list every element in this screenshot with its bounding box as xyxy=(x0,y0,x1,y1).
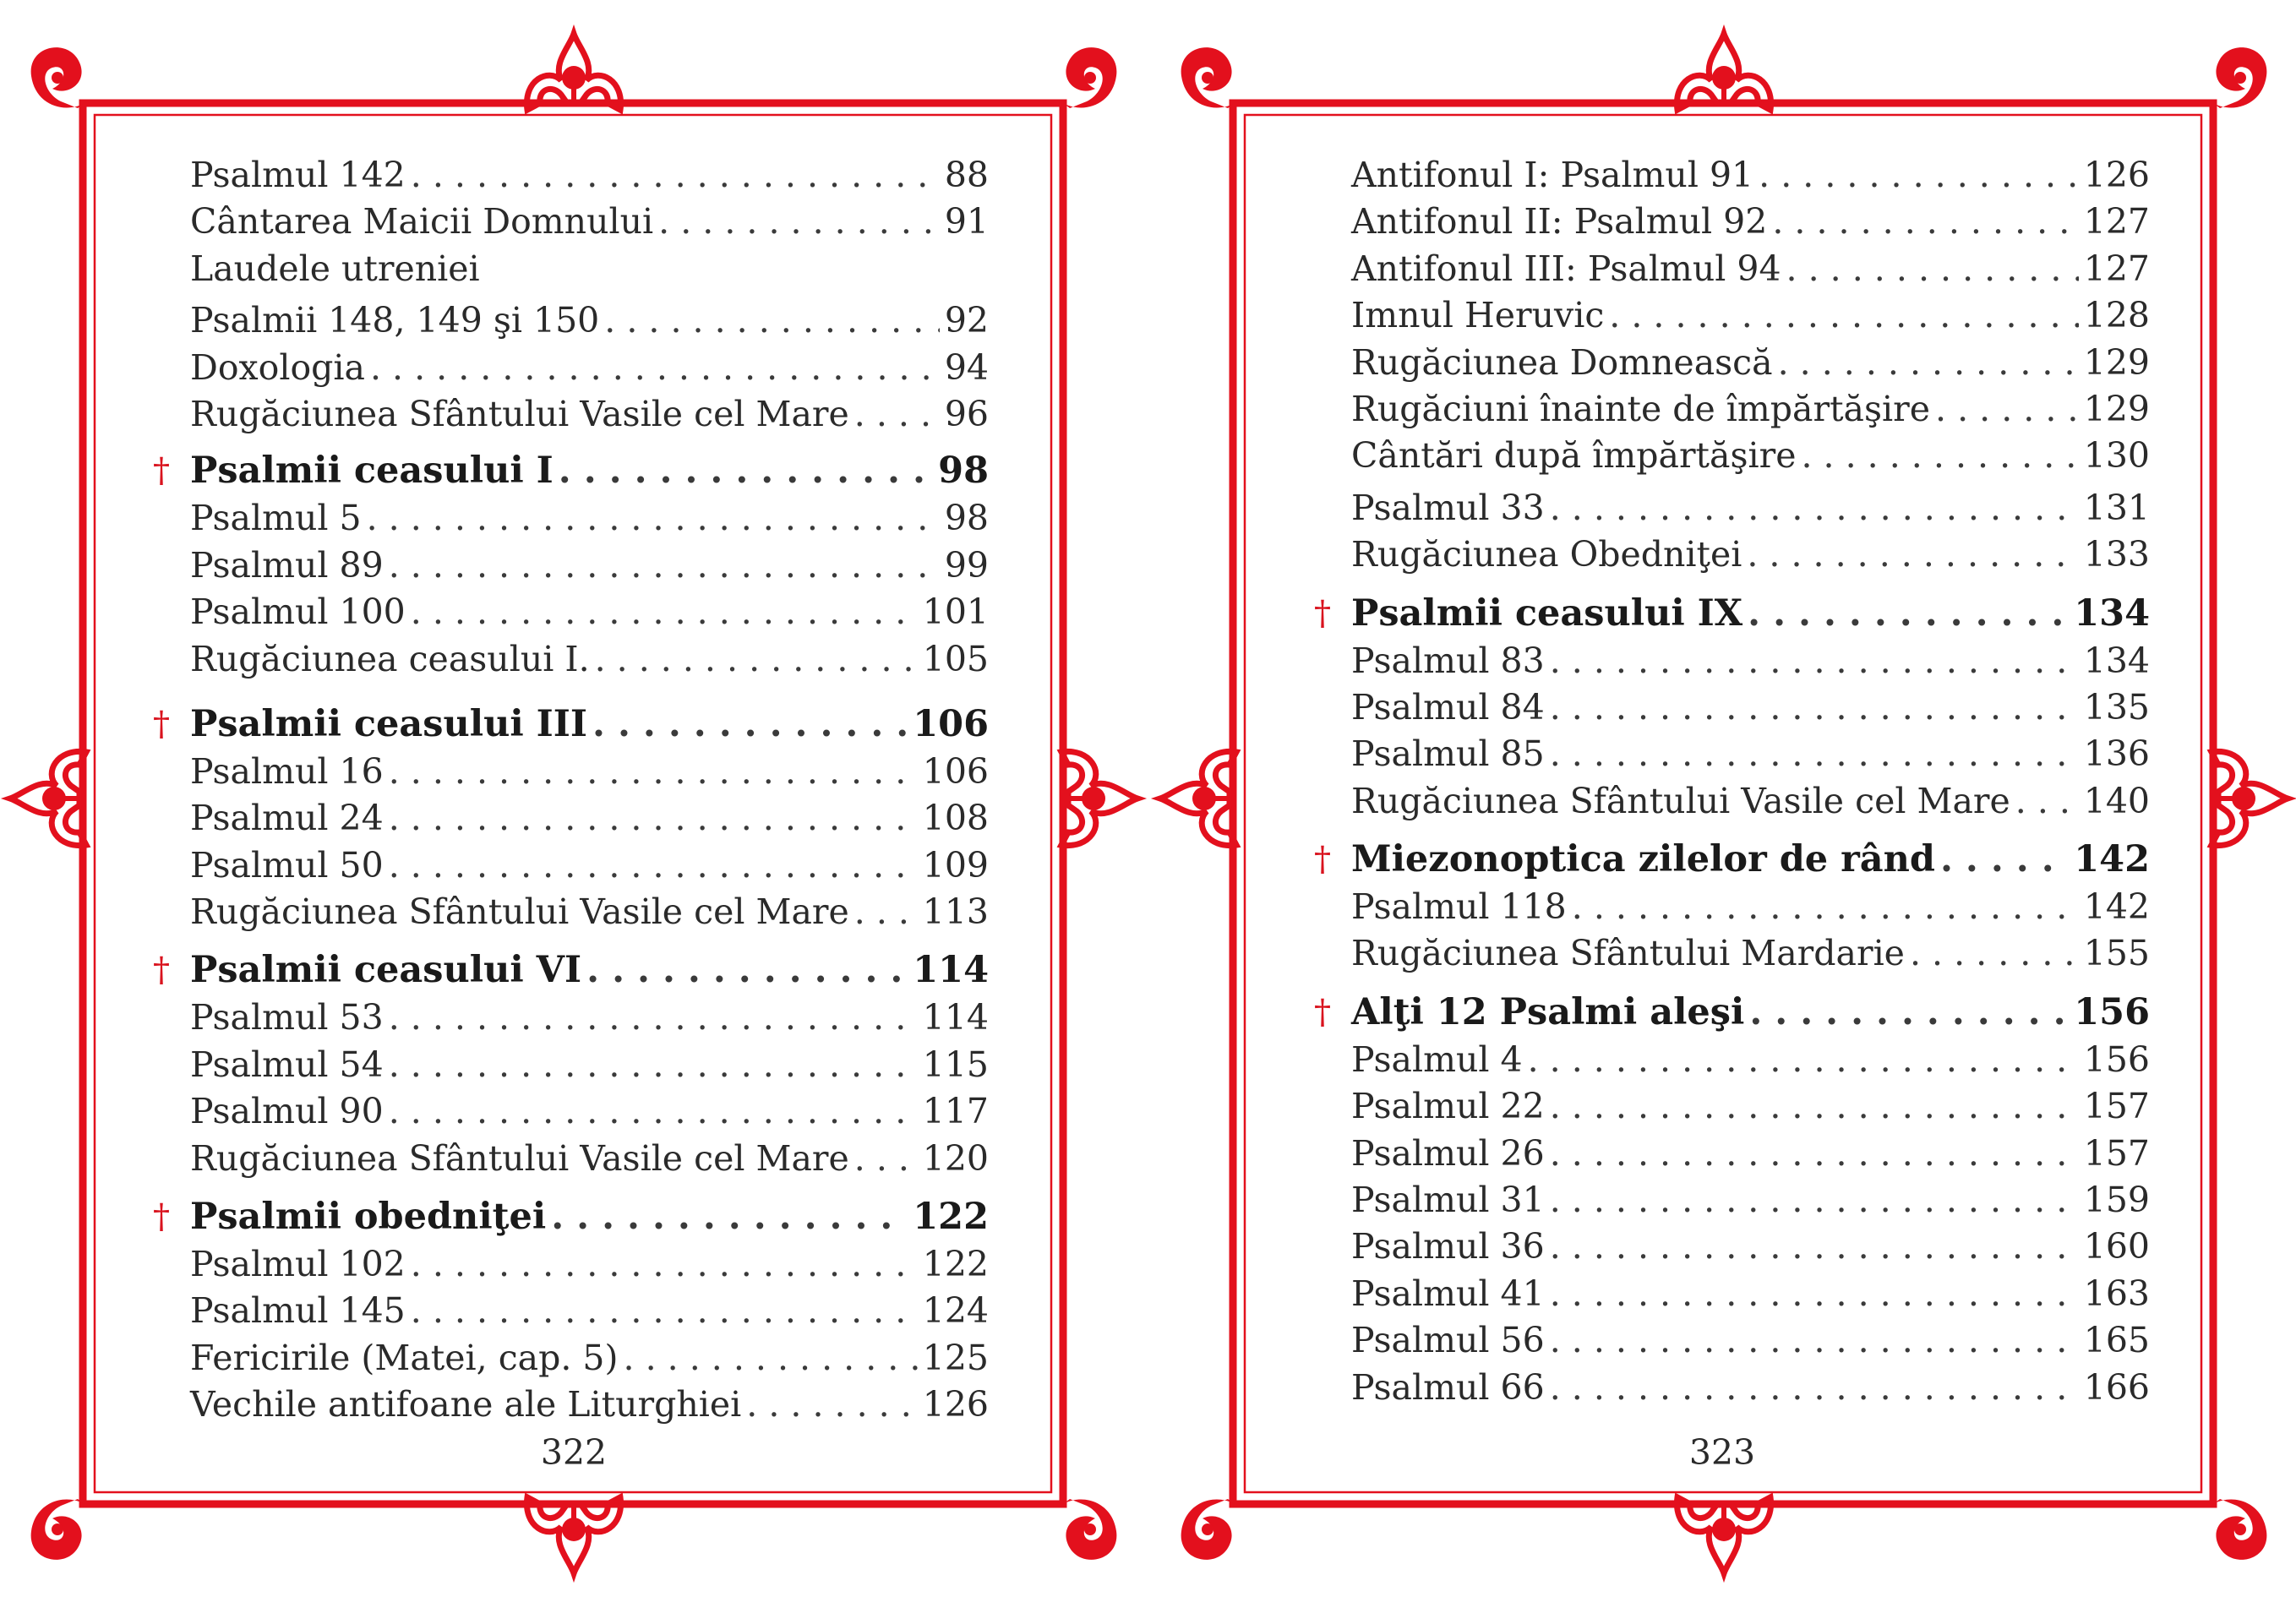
cross-icon: † xyxy=(153,451,170,491)
toc-entry[interactable]: Psalmul 24 . . . 108 xyxy=(190,795,989,842)
cross-icon: † xyxy=(1314,992,1331,1032)
toc-entry[interactable]: Psalmul 22 . . . 157 xyxy=(1351,1083,2150,1130)
toc-section-heading[interactable]: † Psalmii ceasului I . . . 98 xyxy=(190,446,989,495)
cross-icon: † xyxy=(153,951,170,990)
toc-entry[interactable]: Doxologia . . . 94 xyxy=(190,345,989,391)
toc-entry[interactable]: Laudele utreniei xyxy=(190,248,480,289)
toc-section-heading[interactable]: † Alţi 12 Psalmi aleşi . . . 156 xyxy=(1351,988,2150,1037)
cross-icon: † xyxy=(1314,593,1331,633)
page-number: 322 xyxy=(540,1432,608,1473)
toc-section-heading[interactable]: † Psalmii obedniţei . . . 122 xyxy=(190,1192,989,1241)
table-of-contents xyxy=(1314,152,2150,1411)
toc-entry[interactable]: Psalmul 26 . . . 157 xyxy=(1351,1131,2150,1177)
toc-entry[interactable]: Psalmul 89 . . . 99 xyxy=(190,542,989,589)
toc-entry[interactable]: Rugăciunea Sfântului Vasile cel Mare . . . 113 xyxy=(190,889,989,935)
toc-entry[interactable]: Psalmul 100 . . . 101 xyxy=(190,589,989,635)
toc-entry[interactable]: Psalmul 50 . . . 109 xyxy=(190,842,989,889)
toc-entry[interactable]: Rugăciunea Obedniţei . . . 133 xyxy=(1351,531,2150,578)
toc-entry[interactable]: Cântarea Maicii Domnului . . . 91 xyxy=(190,199,989,245)
toc-entry[interactable]: Vechile antifoane ale Liturghiei . . . 126 xyxy=(190,1382,989,1428)
toc-entry[interactable]: Psalmul 54 . . . 115 xyxy=(190,1042,989,1088)
toc-entry[interactable]: Imnul Heruvic . . . 128 xyxy=(1351,292,2150,339)
toc-entry[interactable]: Rugăciunea Domnească . . . 129 xyxy=(1351,340,2150,386)
toc-entry[interactable]: Psalmul 142 . . . 88 xyxy=(190,152,989,199)
toc-entry[interactable]: Rugăciunea Sfântului Vasile cel Mare . . . 140 xyxy=(1351,778,2150,825)
right-page xyxy=(1148,0,2296,1597)
toc-section-heading[interactable]: † Psalmii ceasului III . . . 106 xyxy=(190,700,989,749)
cross-icon: † xyxy=(153,1197,170,1237)
toc-section-heading[interactable]: † Miezonoptica zilelor de rând . . . 142 xyxy=(1351,835,2150,884)
toc-entry[interactable]: Psalmul 83 . . . 134 xyxy=(1351,638,2150,684)
toc-entry[interactable]: Psalmul 5 . . . 98 xyxy=(190,495,989,542)
toc-section-heading[interactable]: † Psalmii ceasului VI . . . 114 xyxy=(190,946,989,995)
toc-entry[interactable]: Psalmii 148, 149 şi 150 . . . 92 xyxy=(190,297,989,344)
toc-entry[interactable]: Psalmul 84 . . . 135 xyxy=(1351,684,2150,731)
toc-entry[interactable]: Psalmul 31 . . . 159 xyxy=(1351,1177,2150,1224)
toc-entry[interactable]: Psalmul 4 . . . 156 xyxy=(1351,1037,2150,1083)
toc-entry[interactable]: Psalmul 118 . . . 142 xyxy=(1351,884,2150,930)
page-number: 323 xyxy=(1688,1432,1756,1473)
toc-entry[interactable]: Rugăciunea Sfântului Vasile cel Mare . . . 96 xyxy=(190,391,989,438)
toc-entry[interactable]: Rugăciunea Sfântului Vasile cel Mare . . . 120 xyxy=(190,1136,989,1182)
toc-entry[interactable]: Cântări după împărtăşire . . . 130 xyxy=(1351,433,2150,479)
toc-entry[interactable]: Psalmul 85 . . . 136 xyxy=(1351,731,2150,777)
toc-entry[interactable]: Psalmul 41 . . . 163 xyxy=(1351,1271,2150,1317)
toc-entry[interactable]: Rugăciunea Sfântului Mardarie . . . 155 xyxy=(1351,930,2150,977)
table-of-contents xyxy=(153,152,989,1429)
toc-entry[interactable]: Psalmul 56 . . . 165 xyxy=(1351,1317,2150,1364)
toc-entry[interactable]: Psalmul 90 . . . 117 xyxy=(190,1088,989,1135)
toc-entry[interactable]: Antifonul I: Psalmul 91 . . . 126 xyxy=(1351,152,2150,199)
cross-icon: † xyxy=(153,704,170,744)
toc-entry[interactable]: Antifonul III: Psalmul 94 . . . 127 xyxy=(1351,246,2150,292)
toc-entry[interactable]: Psalmul 53 . . . 114 xyxy=(190,995,989,1041)
toc-entry[interactable]: Rugăciuni înainte de împărtăşire . . . 129 xyxy=(1351,386,2150,433)
cross-icon: † xyxy=(1314,840,1331,880)
toc-entry[interactable]: Psalmul 33 . . . 131 xyxy=(1351,485,2150,531)
toc-entry[interactable]: Antifonul II: Psalmul 92 . . . 127 xyxy=(1351,199,2150,245)
toc-section-heading[interactable]: † Psalmii ceasului IX . . . 134 xyxy=(1351,589,2150,638)
toc-entry[interactable]: Psalmul 36 . . . 160 xyxy=(1351,1224,2150,1270)
toc-entry[interactable]: Psalmul 102 . . . 122 xyxy=(190,1241,989,1288)
toc-entry[interactable]: Psalmul 16 . . . 106 xyxy=(190,749,989,795)
toc-entry[interactable]: Psalmul 145 . . . 124 xyxy=(190,1288,989,1334)
toc-entry[interactable]: Fericirile (Matei, cap. 5) . . . 125 xyxy=(190,1335,989,1382)
toc-entry[interactable]: Rugăciunea ceasului I. . . . 105 xyxy=(190,636,989,683)
toc-entry[interactable]: Psalmul 66 . . . 166 xyxy=(1351,1365,2150,1411)
